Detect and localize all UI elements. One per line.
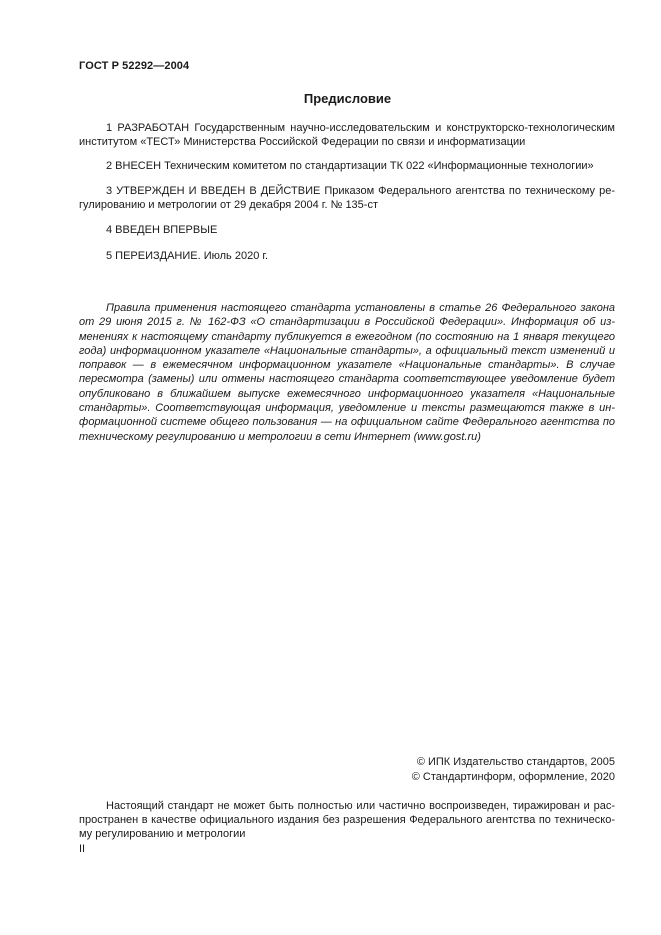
paragraph-approved: 3 УТВЕРЖДЕН И ВВЕДЕН В ДЕЙСТВИЕ Приказом Федерального агентства по техническому ре-гулированию и метрологии от 29 декабря 2004 г. № 135-ст [79,185,615,211]
copyright-line: © Стандартинформ, оформление, 2020 [411,771,615,783]
copyright-block [412,755,615,785]
paragraph-introduced-by: 2 ВНЕСЕН Техническим комитетом по стандартизации ТК 022 «Информационные технологии» [106,160,594,172]
document-header: ГОСТ Р 52292—2004 [79,60,190,72]
reproduction-notice: Настоящий стандарт не может быть полностью или частично воспроизведен, тиражирован и рас-пространен в качестве официального издания без разрешения Федерального агентства по техническо-му регулированию и метрологии [79,800,615,840]
page-number: II [79,843,86,855]
paragraph-introduced-first: 4 ВВЕДЕН ВПЕРВЫЕ [106,224,218,236]
copyright-line: © ИПК Издательство стандартов, 2005 [416,756,615,768]
page-title: Предисловие [303,91,392,106]
application-rules-notice: Правила применения настоящего стандарта установлены в статье 26 Федерального закона от 29 июня 2015 г. № 162-ФЗ «О стандартизации в Российской Федерации». Информация об из-менениях к настоящему стандарту публикуется в ежегодном (по состоянию на 1 января текущего года) информационном указателе «Национальные стандарты», а официальный текст изменений и поправок — в ежемесячном информационном указателе «Национальные стандарты». В случае пересмотра (замены) или отмены настоящего стандарта соответствующее уведомление будет опубликовано в ближайшем выпуске ежемесячного информационного указателя «Национальные стандарты». Соответствующая информация, уведомление и тексты размещаются также в ин-формационной системе общего пользования — на официальном сайте Федерального агентства по техническому регулированию и метрологии в сети Интернет (www.gost.ru) [79,302,615,443]
paragraph-developed-by: 1 РАЗРАБОТАН Государственным научно-исследовательским и конструкторско-технологическим институтом «ТЕСТ» Министерства Российской Федерации по связи и информатизации [79,122,615,148]
paragraph-reissue: 5 ПЕРЕИЗДАНИЕ. Июль 2020 г. [106,250,269,262]
